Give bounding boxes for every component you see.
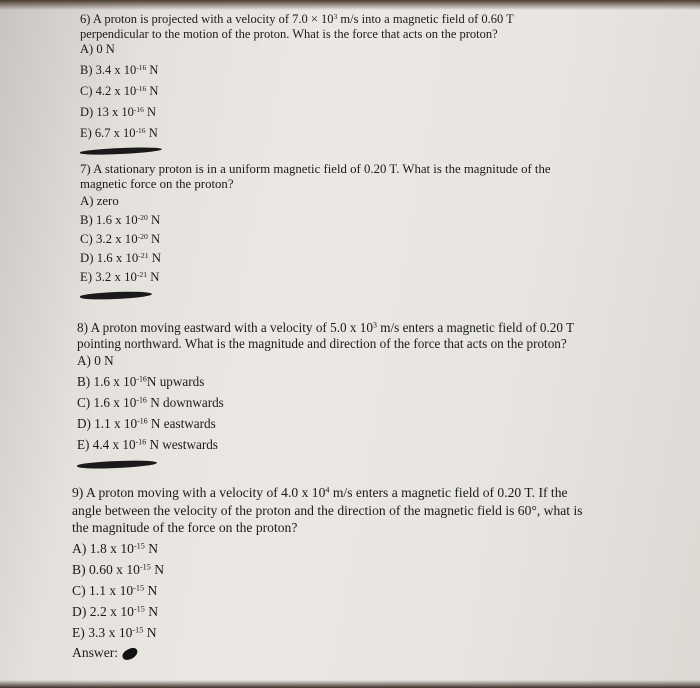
question-9 <box>72 484 583 661</box>
option-d: D) 1.1 x $10^{-16}$ N eastwards <box>77 416 216 432</box>
option-e: E) 3.3 x $10^{-15}$ N <box>72 625 157 641</box>
question-9-line-1: 9) A proton moving with a velocity of 4.0 x $10^4$ m/s enters a magnetic field of 0.20 T. If the <box>72 485 568 500</box>
question-9-line-3: the magnitude of the force on the proton? <box>72 520 298 536</box>
question-text-tail: m/s into a magnetic field of 0.60 T <box>337 12 514 26</box>
answer-label: Answer: <box>72 645 119 661</box>
question-text: A proton is projected with a velocity of 7.0 × 10 <box>92 12 334 26</box>
answer-line <box>80 145 514 161</box>
question-6 <box>80 12 514 161</box>
question-7-line-2: magnetic force on the proton? <box>80 177 234 192</box>
option-a: A) 1.8 x $10^{-15}$ N <box>72 541 159 557</box>
option-a: A) 0 N <box>77 353 114 369</box>
question-8-line-1: 8) A proton moving eastward with a velocity of 5.0 x $10^3$ m/s enters a magnetic field of 0.20 T <box>77 320 575 335</box>
option-a: A) zero <box>80 194 119 209</box>
option-e: E) 4.4 x $10^{-16}$ N westwards <box>77 437 218 453</box>
option-d: D) 1.6 x $10^{-21}$ N <box>80 250 161 266</box>
question-6-line-2: perpendicular to the motion of the proton. What is the force that acts on the proton? <box>80 26 498 41</box>
option-a: A) 0 N <box>80 41 115 56</box>
top-shadow <box>0 0 700 10</box>
ink-blot <box>121 646 140 662</box>
option-c: C) 1.6 x $10^{-16}$ N downwards <box>77 395 224 411</box>
option-b: B) 1.6 x $10^{-16}N$ upwards <box>77 374 205 390</box>
question-number: 6) <box>80 12 91 26</box>
question-8 <box>77 320 574 473</box>
question-6-line-1 <box>80 12 514 27</box>
option-c: C) 4.2 x $10^{-16}$ N <box>80 83 159 98</box>
option-c: C) 1.1 x $10^{-15}$ N <box>72 583 158 599</box>
option-d: D) 13 x $10^{-16}$ N <box>80 104 156 119</box>
question-9-line-2: angle between the velocity of the proton and the direction of the magnetic field is 60°, what is <box>72 502 583 518</box>
option-e: E) 3.2 x $10^{-21}$ N <box>80 269 160 285</box>
option-d: D) 2.2 x $10^{-15}$ N <box>72 604 159 620</box>
exponent: 3 <box>333 11 338 21</box>
option-b: B) 3.4 x $10^{-16}$ N <box>80 62 159 77</box>
bottom-edge <box>0 680 700 688</box>
question-7-line-1: 7) A stationary proton is in a uniform magnetic field of 0.20 T. What is the magnitude of the <box>80 162 551 176</box>
option-e: E) 6.7 x $10^{-16}$ N <box>80 125 158 140</box>
answer-line <box>77 457 574 473</box>
question-8-line-2: pointing northward. What is the magnitude and direction of the force that acts on the proton? <box>77 335 567 351</box>
option-b: B) 0.60 x $10^{-15}$ N <box>72 562 165 578</box>
option-b: B) 1.6 x $10^{-20}$ N <box>80 212 161 228</box>
answer-line <box>80 289 551 305</box>
option-c: C) 3.2 x $10^{-20}$ N <box>80 231 161 247</box>
answer-line <box>72 645 583 661</box>
question-7 <box>80 162 551 305</box>
